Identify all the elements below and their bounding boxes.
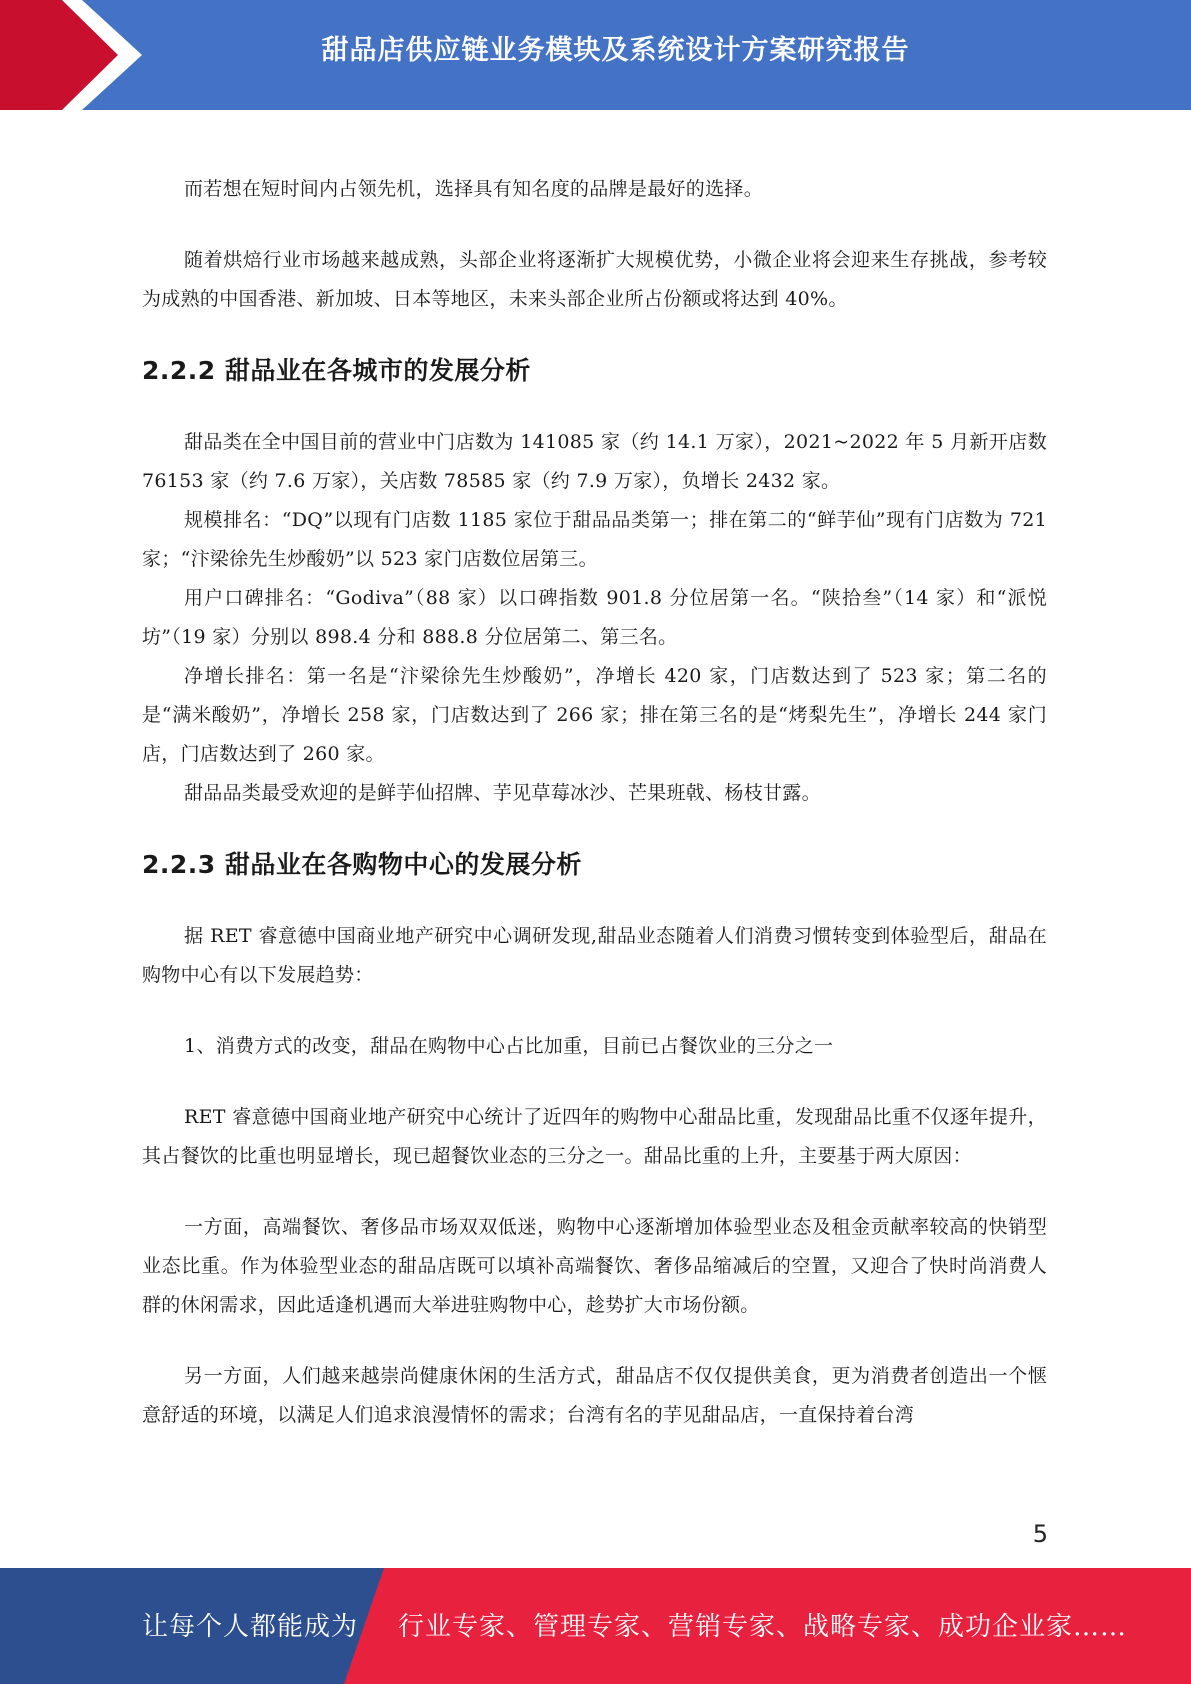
paragraph: 甜品类在全中国目前的营业中门店数为 141085 家（约 14.1 万家），2021~2022 年 5 月新开店数 76153 家（约 7.6 万家），关店数 78585 家（约 7.9 万家），负增长 2432 家。 (142, 431, 1047, 492)
report-title: 甜品店供应链业务模块及系统设计方案研究报告 (321, 35, 910, 66)
paragraph: 1、消费方式的改变，甜品在购物中心占比加重，目前已占餐饮业的三分之一 (184, 1035, 834, 1057)
footer-tagline: 行业专家、管理专家、营销专家、战略专家、成功企业家…… (398, 1612, 1128, 1642)
section-heading: 2.2.3 甜品业在各购物中心的发展分析 (142, 850, 582, 879)
paragraph: 甜品品类最受欢迎的是鲜芋仙招牌、芋见草莓冰沙、芒果班戟、杨枝甘露。 (184, 782, 821, 804)
paragraph: 规模排名：“DQ”以现有门店数 1185 家位于甜品品类第一；排在第二的“鲜芋仙”现有门店数为 721 家；“汴梁徐先生炒酸奶”以 523 家门店数位居第三。 (142, 509, 1047, 570)
page-header (0, 0, 1191, 110)
paragraph: 据 RET 睿意德中国商业地产研究中心调研发现,甜品业态随着人们消费习惯转变到体验型后，甜品在购物中心有以下发展趋势： (142, 925, 1047, 986)
paragraph: 随着烘焙行业市场越来越成熟，头部企业将逐渐扩大规模优势，小微企业将会迎来生存挑战，参考较为成熟的中国香港、新加坡、日本等地区，未来头部企业所占份额或将达到 40%。 (142, 249, 1047, 310)
section-heading: 2.2.2 甜品业在各城市的发展分析 (142, 356, 531, 385)
page-footer (0, 1568, 1191, 1684)
footer-slogan: 让每个人都能成为 (142, 1612, 359, 1642)
paragraph: 用户口碑排名：“Godiva”（88 家）以口碑指数 901.8 分位居第一名。“陕拾叁”（14 家）和“派悦坊”（19 家）分别以 898.4 分和 888.8 分位居第二、第三名。 (142, 587, 1047, 648)
paragraph: RET 睿意德中国商业地产研究中心统计了近四年的购物中心甜品比重，发现甜品比重不仅逐年提升，其占餐饮的比重也明显增长，现已超餐饮业态的三分之一。甜品比重的上升，主要基于两大原因： (142, 1106, 1047, 1167)
document-body (142, 170, 1047, 1435)
paragraph: 一方面，高端餐饮、奢侈品市场双双低迷，购物中心逐渐增加体验型业态及租金贡献率较高的快销型业态比重。作为体验型业态的甜品店既可以填补高端餐饮、奢侈品缩减后的空置，又迎合了快时尚消费人群的休闲需求，因此适逢机遇而大举进驻购物中心，趁势扩大市场份额。 (142, 1216, 1047, 1316)
paragraph: 而若想在短时间内占领先机，选择具有知名度的品牌是最好的选择。 (184, 178, 764, 200)
paragraph: 净增长排名：第一名是“汴梁徐先生炒酸奶”，净增长 420 家，门店数达到了 523 家；第二名的是“满米酸奶”，净增长 258 家，门店数达到了 266 家；排在第三名的是“烤梨先生”，净增长 244 家门店，门店数达到了 260 家。 (142, 665, 1047, 765)
paragraph: 另一方面，人们越来越崇尚健康休闲的生活方式，甜品店不仅仅提供美食，更为消费者创造出一个惬意舒适的环境，以满足人们追求浪漫情怀的需求；台湾有名的芋见甜品店，一直保持着台湾 (142, 1365, 1047, 1426)
page-number: 5 (1032, 1520, 1048, 1548)
